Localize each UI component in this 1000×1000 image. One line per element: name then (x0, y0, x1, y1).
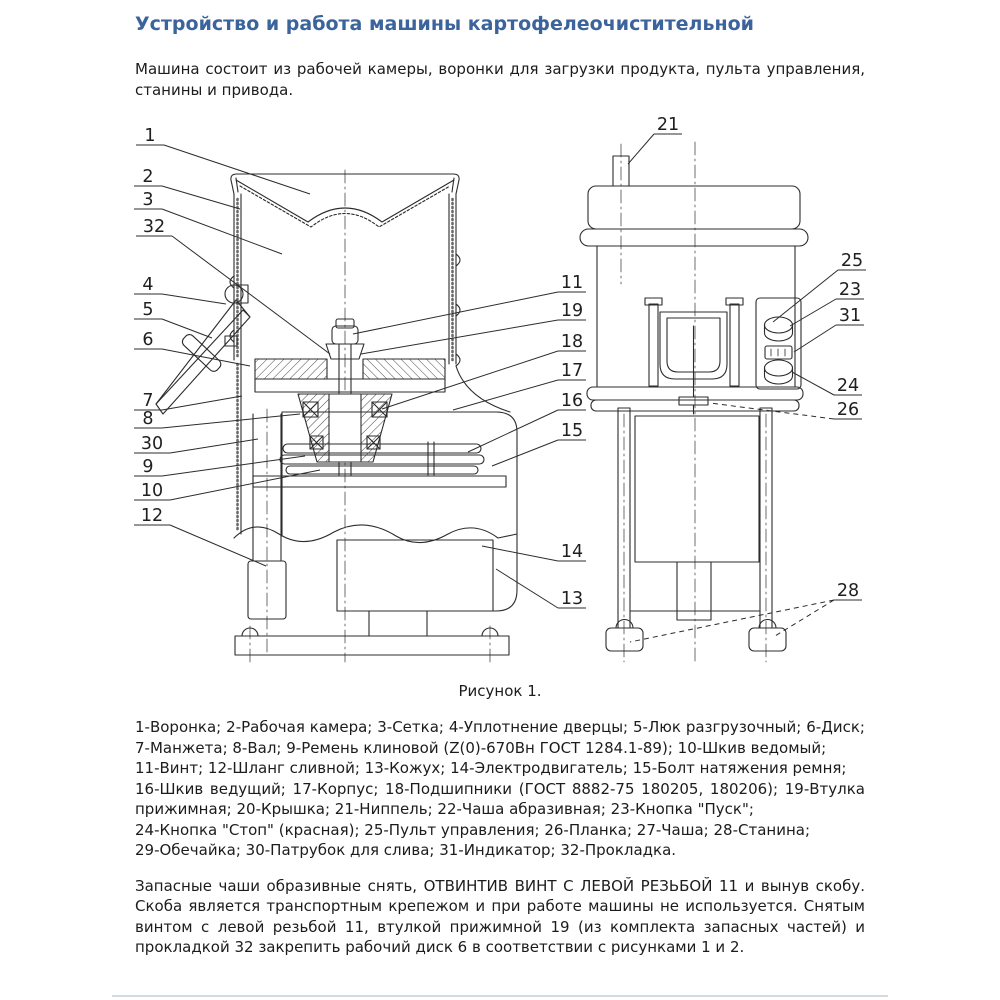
callout-14 (482, 542, 586, 562)
callout-9 (134, 456, 305, 477)
svg-text:11: 11 (560, 273, 584, 293)
svg-text:30: 30 (140, 434, 164, 454)
svg-text:12: 12 (140, 506, 164, 526)
machine-diagram (130, 114, 870, 669)
svg-text:4: 4 (142, 275, 154, 295)
right-view-external (580, 142, 808, 662)
svg-text:14: 14 (560, 542, 584, 562)
bottom-divider (112, 995, 888, 997)
svg-text:3: 3 (142, 190, 154, 210)
svg-text:17: 17 (560, 361, 584, 381)
callout-15 (492, 421, 586, 466)
svg-text:26: 26 (836, 400, 860, 420)
callout-12 (134, 506, 266, 566)
svg-text:31: 31 (838, 306, 862, 326)
svg-text:15: 15 (560, 421, 584, 441)
callout-31 (794, 306, 864, 352)
legend-line: 29-Обечайка; 30-Патрубок для слива; 31-Индикатор; 32-Прокладка. (135, 841, 677, 859)
callout-8 (134, 409, 300, 429)
svg-text:7: 7 (142, 391, 154, 411)
svg-text:1: 1 (144, 126, 156, 146)
callout-13 (496, 569, 586, 609)
svg-text:19: 19 (560, 301, 584, 321)
svg-text:13: 13 (560, 589, 584, 609)
svg-text:16: 16 (560, 391, 584, 411)
callout-1 (136, 126, 310, 194)
svg-text:18: 18 (560, 332, 584, 352)
note-paragraph: Запасные чаши образивные снять, ОТВИНТИВ ВИНТ С ЛЕВОЙ РЕЗЬБОЙ 11 и вынув скобу. Скоба является транспортным крепежом и при работе машины не используется. Снятым винтом с левой резьбой 11, втулкой прижимной 19 (из комплекта запасных частей) и прокладкой 32 закрепить рабочий диск 6 в соответствии с рисунками 1 и 2. (135, 876, 865, 956)
callout-21 (628, 115, 682, 164)
svg-text:10: 10 (140, 481, 164, 501)
left-view-cross-section (156, 170, 517, 662)
legend-line: 24-Кнопка "Стоп" (красная); 25-Пульт управления; 26-Планка; 27-Чаша; 28-Станина; (135, 820, 810, 839)
page-title: Устройство и работа машины картофелеочистительной (135, 13, 754, 35)
parts-legend (135, 717, 865, 861)
svg-text:28: 28 (836, 581, 860, 601)
technical-drawing (130, 114, 870, 669)
svg-text:24: 24 (836, 376, 860, 396)
svg-text:25: 25 (840, 251, 864, 271)
svg-text:2: 2 (142, 167, 154, 187)
svg-text:6: 6 (142, 330, 154, 350)
svg-text:9: 9 (142, 457, 154, 477)
figure-caption: Рисунок 1. (458, 682, 542, 700)
callout-11 (353, 273, 586, 334)
svg-text:5: 5 (142, 300, 154, 320)
svg-text:23: 23 (838, 280, 862, 300)
callout-30 (134, 434, 258, 454)
legend-line: 11-Винт; 12-Шланг сливной; 13-Кожух; 14-Электродвигатель; 15-Болт натяжения ремня; (135, 759, 847, 777)
legend-line: 1-Воронка; 2-Рабочая камера; 3-Сетка; 4-Уплотнение дверцы; 5-Люк разгрузочный; 6-Диск; 7-Манжета; 8-Вал; 9-Ремень клиновой (Z(0)-670Вн ГОСТ 1284.1-89); 10-Шкив ведомый; (135, 718, 865, 757)
callout-26 (710, 400, 862, 420)
intro-paragraph: Машина состоит из рабочей камеры, воронки для загрузки продукта, пульта управления, станины и привода. (135, 60, 865, 99)
svg-text:21: 21 (656, 115, 680, 135)
legend-line: 16-Шкив ведущий; 17-Корпус; 18-Подшипники (ГОСТ 8882-75 180205, 180206); 19-Втулка прижимная; 20-Крышка; 21-Ниппель; 22-Чаша абразивная; 23-Кнопка "Пуск"; (135, 779, 865, 818)
svg-text:32: 32 (142, 217, 166, 237)
svg-text:8: 8 (142, 409, 154, 429)
callout-10 (134, 470, 320, 501)
callout-7 (134, 391, 242, 411)
